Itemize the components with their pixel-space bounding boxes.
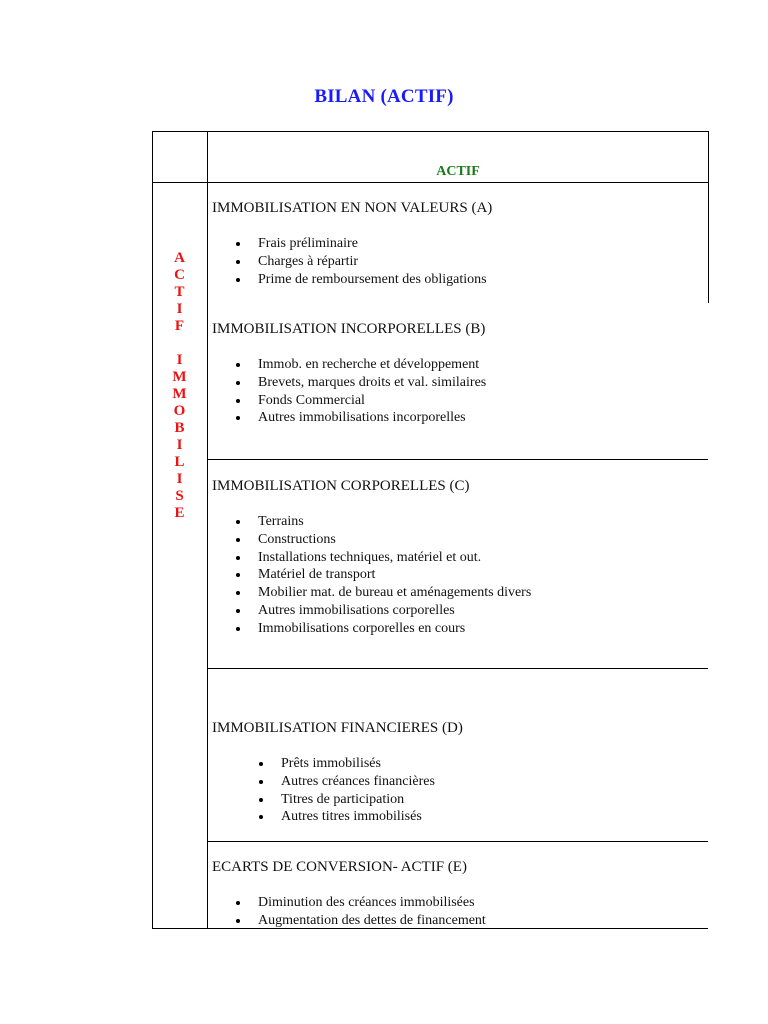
bullet-icon: [236, 609, 240, 613]
bullet-icon: [236, 363, 240, 367]
list-item: Prime de remboursement des obligations: [212, 271, 492, 289]
list-item: Autres immobilisations incorporelles: [212, 409, 486, 427]
bullet-icon: [236, 278, 240, 282]
list-item: Fonds Commercial: [212, 392, 486, 410]
section-non-valeurs: [212, 199, 492, 288]
row-divider-c: [207, 459, 708, 460]
bullet-icon: [236, 919, 240, 923]
list-item: Titres de participation: [212, 791, 463, 809]
section-corporelles: [212, 477, 531, 638]
item-list: [212, 235, 492, 288]
list-item: Immob. en recherche et développement: [212, 356, 486, 374]
bullet-icon: [236, 260, 240, 264]
section-title: IMMOBILISATION EN NON VALEURS (A): [212, 200, 493, 216]
list-item: Mobilier mat. de bureau et aménagements divers: [212, 584, 531, 602]
bullet-icon: [236, 242, 240, 246]
item-list: [212, 894, 486, 930]
list-item: Immobilisations corporelles en cours: [212, 620, 531, 638]
bullet-icon: [236, 627, 240, 631]
page-title: BILAN (ACTIF): [314, 86, 454, 107]
bullet-icon: [236, 901, 240, 905]
list-item: Brevets, marques droits et val. similaires: [212, 374, 486, 392]
bullet-icon: [236, 538, 240, 542]
bullet-icon: [259, 780, 263, 784]
list-item: Diminution des créances immobilisées: [212, 894, 486, 912]
table-right-border: [708, 131, 709, 303]
section-title: IMMOBILISATION INCORPORELLES (B): [212, 321, 486, 337]
actif-column-header: ACTIF: [436, 164, 480, 179]
list-item: Matériel de transport: [212, 566, 531, 584]
actif-immobilise-side-label: A C T I F I M M O B I L I S E: [172, 250, 187, 521]
bullet-icon: [259, 762, 263, 766]
list-item: Autres titres immobilisés: [212, 808, 463, 826]
bullet-icon: [236, 381, 240, 385]
list-item: Augmentation des dettes de financement: [212, 912, 486, 930]
section-ecarts-conversion: [212, 858, 486, 930]
section-title: ECARTS DE CONVERSION- ACTIF (E): [212, 859, 467, 875]
section-financieres: [212, 719, 463, 826]
section-title: IMMOBILISATION CORPORELLES (C): [212, 478, 470, 494]
bullet-icon: [236, 573, 240, 577]
bullet-icon: [236, 556, 240, 560]
list-item: Prêts immobilisés: [212, 755, 463, 773]
table-top-border: [152, 131, 709, 132]
bullet-icon: [236, 399, 240, 403]
bullet-icon: [236, 591, 240, 595]
bullet-icon: [236, 416, 240, 420]
list-item: Terrains: [212, 513, 531, 531]
section-incorporelles: [212, 320, 486, 427]
list-item: Charges à répartir: [212, 253, 492, 271]
list-item: Constructions: [212, 531, 531, 549]
bullet-icon: [236, 520, 240, 524]
list-item: Frais préliminaire: [212, 235, 492, 253]
item-list: [212, 755, 463, 826]
list-item: Installations techniques, matériel et out.: [212, 549, 531, 567]
header-bottom-border: [152, 182, 709, 183]
list-item: Autres créances financières: [212, 773, 463, 791]
section-title: IMMOBILISATION FINANCIERES (D): [212, 720, 463, 736]
row-divider-d: [207, 668, 708, 669]
list-item: Autres immobilisations corporelles: [212, 602, 531, 620]
column-divider: [207, 131, 208, 929]
item-list: [212, 513, 531, 638]
bullet-icon: [259, 815, 263, 819]
bullet-icon: [259, 798, 263, 802]
row-divider-e: [207, 841, 708, 842]
item-list: [212, 356, 486, 427]
